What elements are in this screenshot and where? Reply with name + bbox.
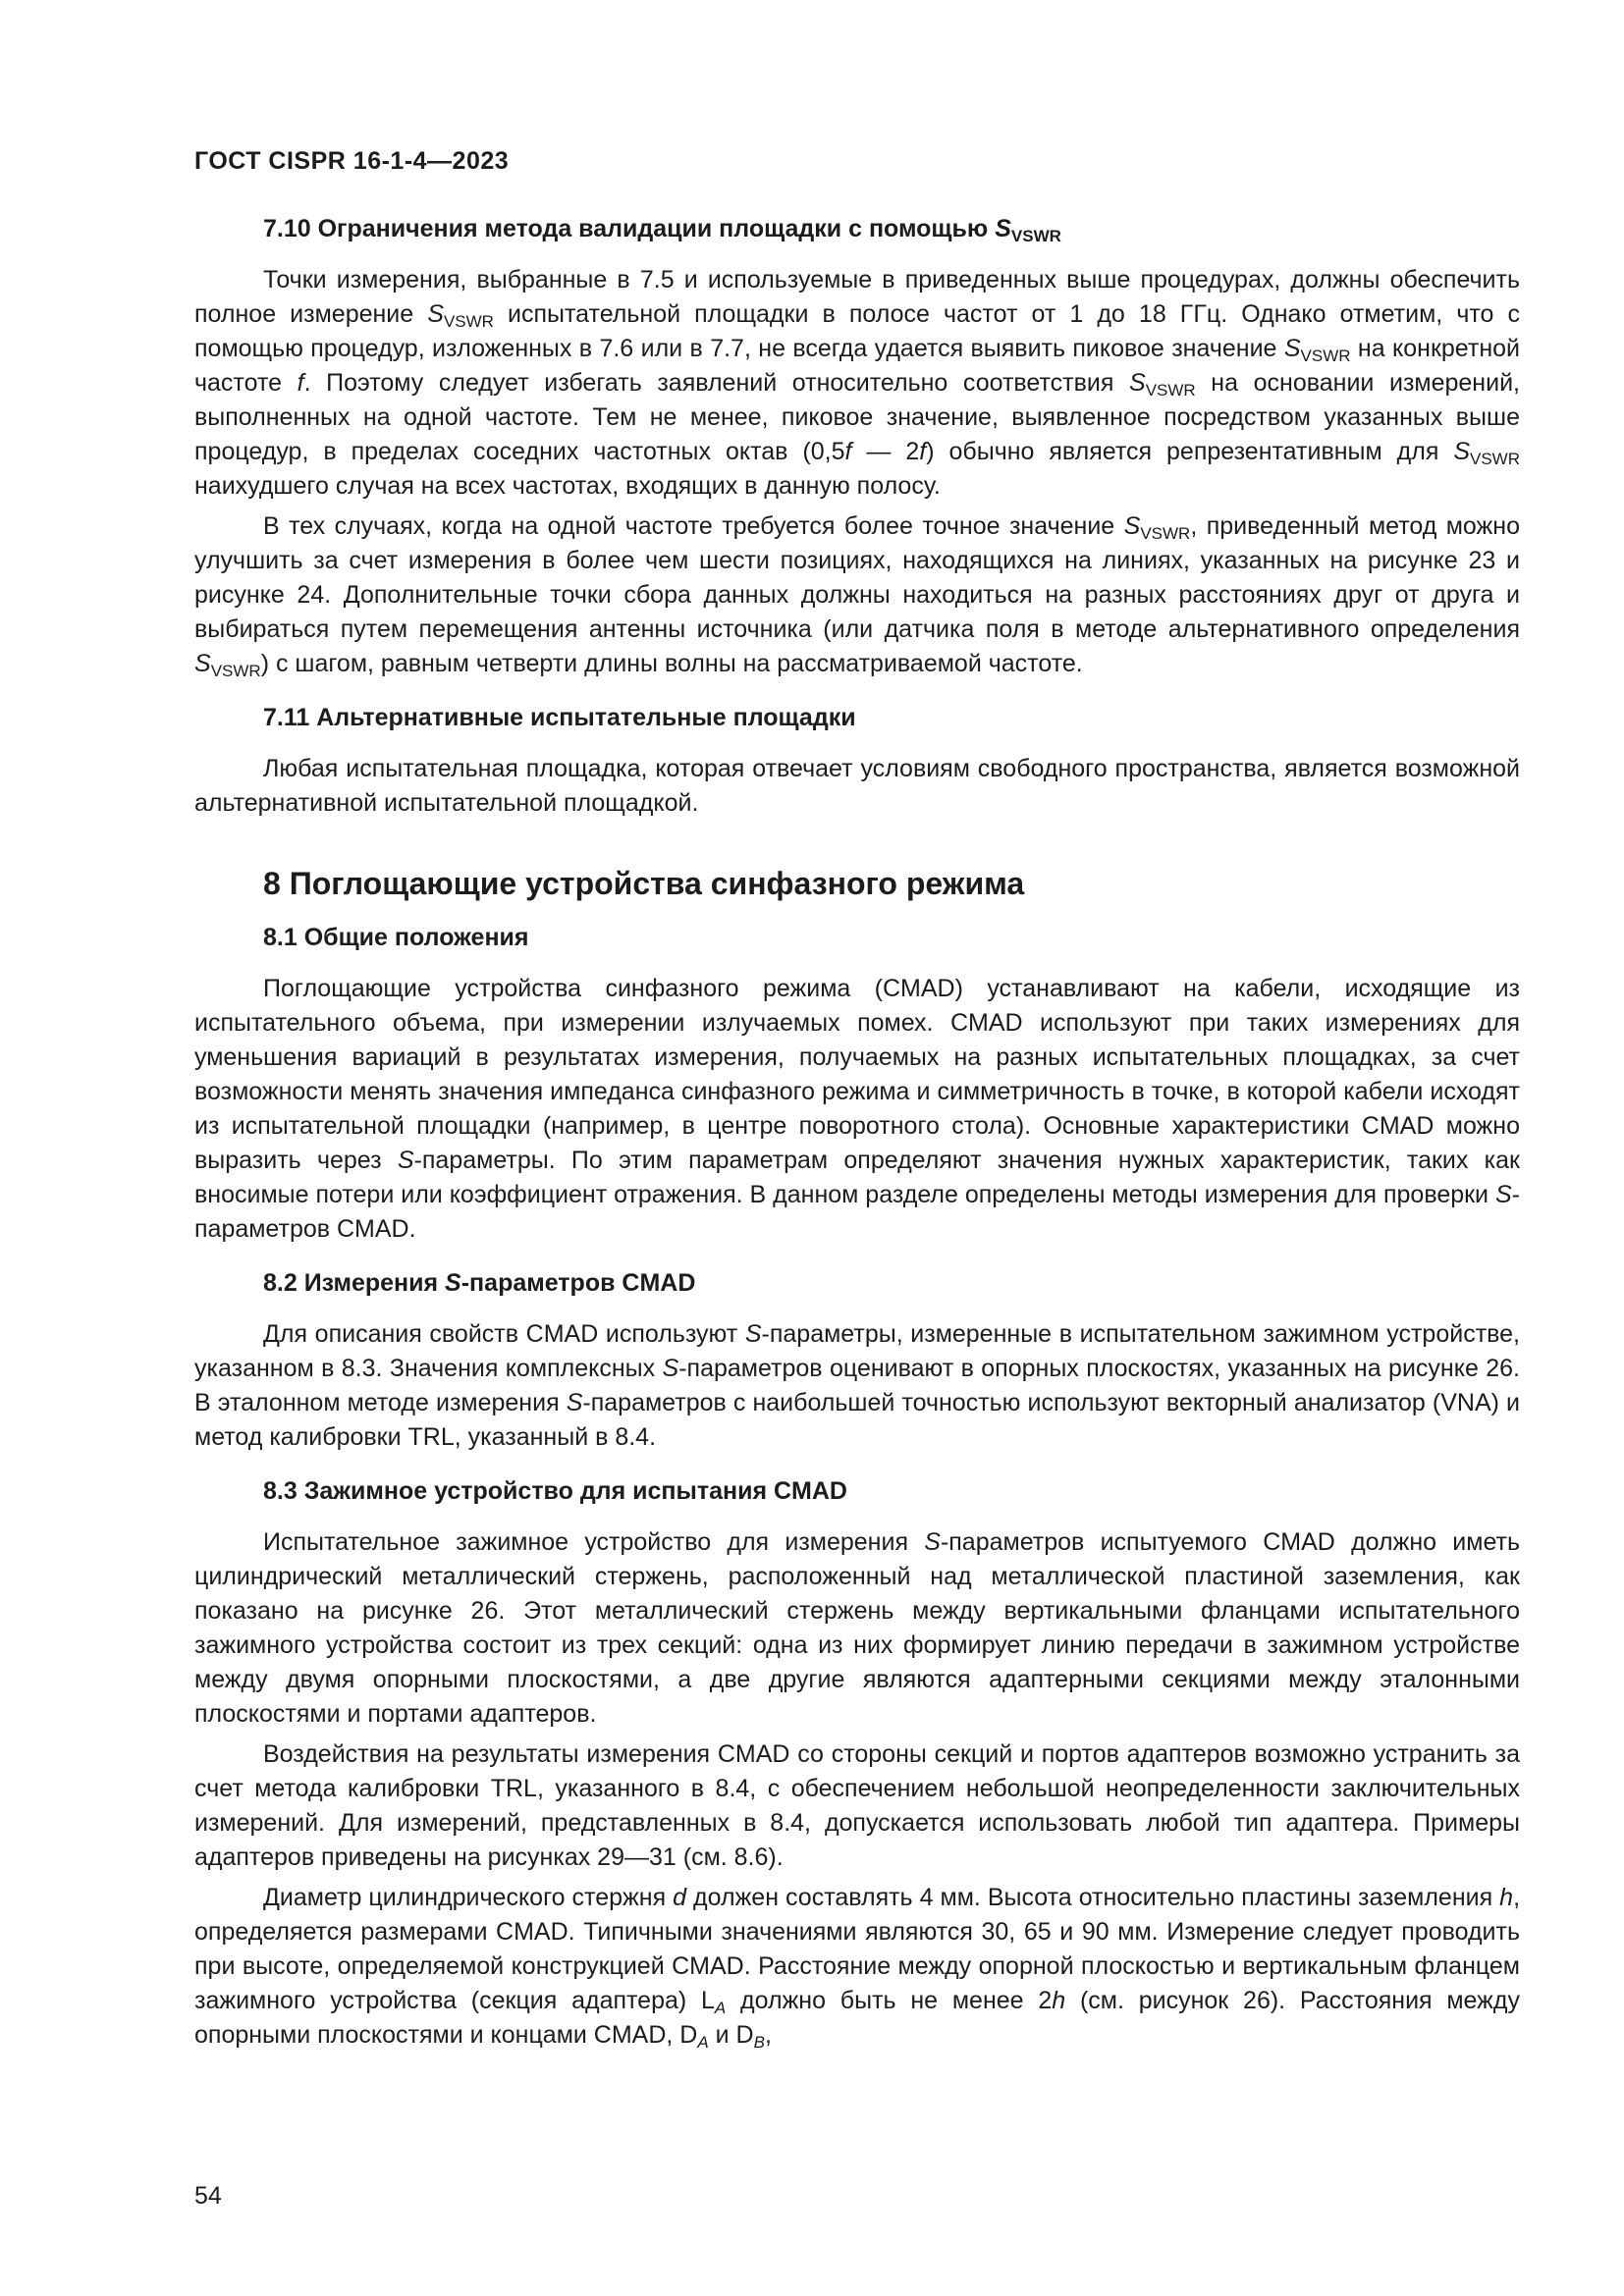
heading-8-3: 8.3 Зажимное устройство для испытания CMAD	[263, 1477, 847, 1505]
paragraph-8-1-1: Поглощающие устройства синфазного режима (CMAD) устанавливают на кабели, исходящие из испытательного объема, при измерении излучаемых помех. CMAD используют при таких измерениях для уменьшения вариаций в результатах измерения, получаемых на разных испытательных площадках, за счет возможности менять значения импеданса синфазного режима и симметричность в точке, в которой кабели исходят из испытательной площадки (например, в центре поворотного стола). Основные характеристики CMAD можно выразить через S-параметры. По этим параметрам определяют значения нужных характеристик, таких как вносимые потери или коэффициент отражения. В данном разделе определены методы измерения для проверки S-параметров CMAD.	[194, 975, 1520, 1243]
heading-8-1: 8.1 Общие положения	[263, 924, 529, 951]
heading-7-10: 7.10 Ограничения метода валидации площадки с помощью $S_{VSWR}$	[263, 215, 1061, 245]
paragraph-8-3-1: Испытательное зажимное устройство для измерения S-параметров испытуемого CMAD должно иметь цилиндрический металлический стержень, расположенный над металлической пластиной заземления, как показано на рисунке 26. Этот металлический стержень между вертикальными фланцами испытательного зажимного устройства состоит из трех секций: одна из них формирует линию передачи в зажимном устройстве между двумя опорными плоскостями, а две другие являются адаптерными секциями между эталонными плоскостями и портами адаптеров.	[194, 1528, 1520, 1728]
paragraph-7-10-1: Точки измерения, выбранные в 7.5 и используемые в приведенных выше процедурах, должны обеспечить полное измерение $S_{VSWR}$ испытательной площадки в полосе частот от 1 до 18 ГГц. Однако отметим, что с помощью процедур, изложенных в 7.6 или в 7.7, не всегда удается выявить пиковое значение $S_{VSWR}$ на конкретной частоте f. Поэтому следует избегать заявлений относительно соответствия $S_{VSWR}$ на основании измерений, выполненных на одной частоте. Тем не менее, пиковое значение, выявленное посредством указанных выше процедур, в пределах соседних частотных октав (0,5f — 2f) обычно является репрезентативным для $S_{VSWR}$ наихудшего случая на всех частотах, входящих в данную полосу.	[194, 266, 1520, 500]
paragraph-7-10-2: В тех случаях, когда на одной частоте требуется более точное значение $S_{VSWR}$, приведенный метод можно улучшить за счет измерения в более чем шести позициях, находящихся на линиях, указанных на рисунке 23 и рисунке 24. Дополнительные точки сбора данных должны находиться на разных расстояниях друг от друга и выбираться путем перемещения антенны источника (или датчика поля в методе альтернативного определения $S_{VSWR}$) с шагом, равным четверти длины волны на рассматриваемой частоте.	[194, 512, 1520, 680]
page-number: 54	[194, 2182, 222, 2210]
paragraph-7-11-1: Любая испытательная площадка, которая отвечает условиям свободного пространства, является возможной альтернативной испытательной площадкой.	[194, 755, 1520, 817]
paragraph-8-2-1: Для описания свойств CMAD используют S-параметры, измеренные в испытательном зажимном устройстве, указанном в 8.3. Значения комплексных S-параметров оценивают в опорных плоскостях, указанных на рисунке 26. В эталонном методе измерения S-параметров с наибольшей точностью используют векторный анализатор (VNA) и метод калибровки TRL, указанный в 8.4.	[194, 1320, 1521, 1451]
paragraph-8-3-3: Диаметр цилиндрического стержня d должен составлять 4 мм. Высота относительно пластины заземления h, определяется размерами CMAD. Типичными значениями являются 30, 65 и 90 мм. Измерение следует проводить при высоте, определяемой конструкцией CMAD. Расстояние между опорной плоскостью и вертикальным фланцем зажимного устройства (секция адаптера) $L_A$ должно быть не менее 2h (см. рисунок 26). Расстояния между опорными плоскостями и концами CMAD, $D_A$ и $D_B$,	[194, 1884, 1521, 2052]
heading-7-11: 7.11 Альтернативные испытательные площадки	[263, 704, 856, 731]
document-header: ГОСТ CISPR 16-1-4—2023	[194, 147, 510, 175]
heading-8-2: 8.2 Измерения S-параметров CMAD	[263, 1269, 696, 1297]
heading-section-8: 8 Поглощающие устройства синфазного режима	[263, 866, 1025, 901]
paragraph-8-3-2: Воздействия на результаты измерения CMAD со стороны секций и портов адаптеров возможно устранить за счет метода калибровки TRL, указанного в 8.4, с обеспечением небольшой неопределенности заключительных измерений. Для измерений, представленных в 8.4, допускается использовать любой тип адаптера. Примеры адаптеров приведены на рисунках 29—31 (см. 8.6).	[194, 1740, 1520, 1871]
document-page	[194, 147, 1520, 2058]
